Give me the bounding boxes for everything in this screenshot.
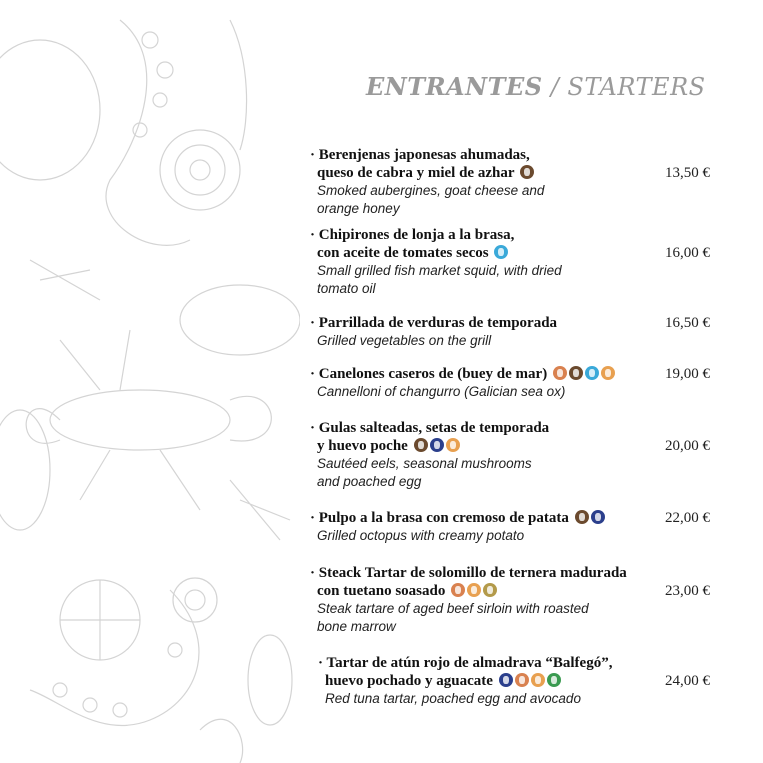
title-separator: /: [542, 73, 568, 101]
allergen-crustacean-icon: [494, 245, 508, 259]
dish-description: Smoked aubergines, goat cheese and: [317, 183, 545, 198]
allergen-egg-icon: [601, 366, 615, 380]
dish-name: · Pulpo a la brasa con cremoso de patata: [310, 510, 569, 526]
dish-price: 19,00 €: [665, 366, 710, 382]
allergen-fish-icon: [591, 510, 605, 524]
allergen-fish-icon: [430, 438, 444, 452]
menu-item: [318, 654, 710, 708]
menu-item: [310, 146, 710, 218]
menu-item: [310, 226, 710, 298]
menu-item: [310, 419, 710, 491]
dish-price: 20,00 €: [665, 438, 710, 454]
dish-name-line-2: [310, 164, 710, 182]
dish-price: 16,00 €: [665, 245, 710, 261]
dish-name: · Berenjenas japonesas ahumadas,: [310, 147, 530, 163]
allergen-dairy-icon: [520, 165, 534, 179]
allergen-crustacean-icon: [585, 366, 599, 380]
dish-name-line-2: [310, 244, 710, 262]
dish-name-line-1: [310, 314, 710, 332]
section-title: [366, 72, 706, 101]
dish-description: Grilled octopus with creamy potato: [317, 528, 525, 543]
dish-name: · Chipirones de lonja a la brasa,: [310, 227, 515, 243]
dish-name: · Canelones caseros de (buey de mar): [310, 366, 548, 382]
dish-name-line-2: [318, 672, 710, 690]
dish-description-cont: tomato oil: [317, 281, 376, 296]
dish-price: 13,50 €: [665, 165, 710, 181]
allergen-egg-icon: [467, 583, 481, 597]
allergen-egg-icon: [531, 673, 545, 687]
dish-description: Red tuna tartar, poached egg and avocado: [325, 691, 581, 706]
dish-name: · Tartar de atún rojo de almadrava “Balfegó”,: [318, 655, 613, 671]
dish-price: 22,00 €: [665, 510, 710, 526]
dish-description-cont: bone marrow: [317, 619, 396, 634]
allergen-gluten-icon: [515, 673, 529, 687]
dish-name-line-1: [310, 365, 710, 383]
menu-item: [310, 314, 710, 350]
dish-name-line-2: [310, 582, 710, 600]
dish-description: Sautéed eels, seasonal mushrooms: [317, 456, 532, 471]
menu-item: [310, 564, 710, 636]
dish-price: 23,00 €: [665, 583, 710, 599]
dish-name-line-2: [310, 437, 710, 455]
dish-name-cont: huevo pochado y aguacate: [325, 673, 493, 689]
dish-price: 24,00 €: [665, 673, 710, 689]
dish-name-line-1: [310, 509, 710, 527]
seafood-sketch-background: [0, 0, 300, 763]
menu-item: [310, 365, 710, 401]
allergen-fish-icon: [499, 673, 513, 687]
allergen-egg-icon: [446, 438, 460, 452]
dish-name: · Gulas salteadas, setas de temporada: [310, 420, 550, 436]
dish-price: 16,50 €: [665, 315, 710, 331]
dish-description-cont: and poached egg: [317, 474, 422, 489]
allergen-gluten-icon: [451, 583, 465, 597]
dish-name-line-1: [310, 146, 710, 164]
dish-name-line-1: [310, 564, 710, 582]
dish-name-line-1: [318, 654, 710, 672]
menu-item: [310, 509, 710, 545]
allergen-sulphites-icon: [483, 583, 497, 597]
dish-name-cont: y huevo poche: [317, 438, 408, 454]
allergen-dairy-icon: [414, 438, 428, 452]
dish-name-line-1: [310, 419, 710, 437]
dish-description: Grilled vegetables on the grill: [317, 333, 492, 348]
title-es: ENTRANTES: [366, 72, 543, 101]
allergen-gluten-icon: [553, 366, 567, 380]
dish-name-cont: con tuetano soasado: [317, 583, 446, 599]
dish-name: · Parrillada de verduras de temporada: [310, 315, 558, 331]
dish-description: Small grilled fish market squid, with dried: [317, 263, 562, 278]
dish-name-cont: queso de cabra y miel de azhar: [317, 165, 515, 181]
dish-description: Cannelloni of changurro (Galician sea ox): [317, 384, 566, 399]
dish-description-cont: orange honey: [317, 201, 400, 216]
allergen-dairy-icon: [575, 510, 589, 524]
allergen-celery-icon: [547, 673, 561, 687]
dish-name: · Steack Tartar de solomillo de ternera madurada: [310, 565, 627, 581]
allergen-dairy-icon: [569, 366, 583, 380]
dish-name-cont: con aceite de tomates secos: [317, 245, 489, 261]
title-en: STARTERS: [567, 73, 706, 101]
dish-description: Steak tartare of aged beef sirloin with roasted: [317, 601, 589, 616]
dish-name-line-1: [310, 226, 710, 244]
